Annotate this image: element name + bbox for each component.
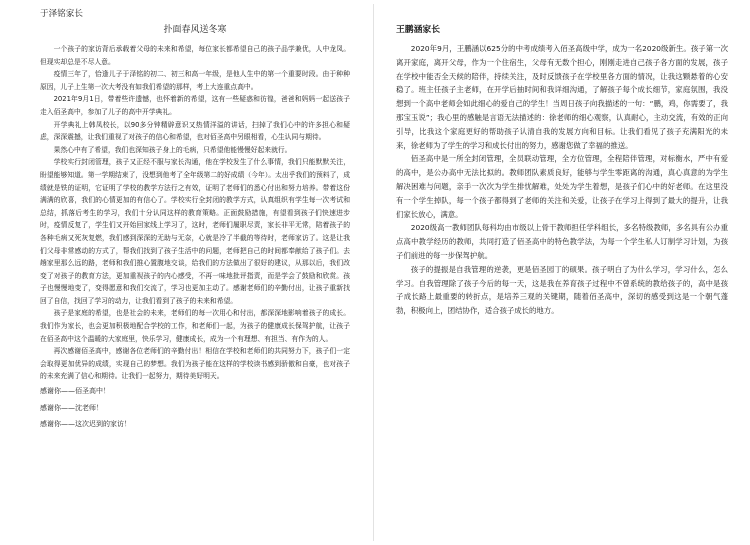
left-paragraph-4: 开学典礼上韩凤校长，以90多分钟精辟意识又热情洋溢的讲话，扫掉了我们心中的许多担心和疑虑，深深震撼，让我们重视了对孩子的信心和希望，也对佰圣高中另眼相看，心生认同与期待。: [40, 120, 350, 142]
author-name: 于泽铭家长: [40, 9, 83, 19]
right-paragraph-1: 2020年9月，王鹏涵以625分的中考成绩考入佰圣高级中学，成为一名2020级新生。孩子第一次离开家庭，离开父母，作为一个住宿生，父母有无数个担心，刚刚走进自己孩子各方面的发展，孩子在学校中能否全天候的陪伴，持续关注，及时反馈孩子在学校里各方面的情况，让我这颗悬着的心安稳了。班主任孩子主老师，在开学后抽时间和我详细沟通，了解孩子每个成长细节，家庭氛围，我没想到一个高中老师会如此细心的爱自己的学生！当周日孩子向我描述的一句：“鹏，鸡，你需要了，我那宝玉说”；我心里的感触是言语无法描述的：徐老师的细心观察，认真耐心，主动交流，有效的正向引导，比我这个家庭更好的帮助孩子认清自我的发展方向和目标。让我们看见了孩子充满阳光的未来，徐老师为了学生的学习和成长付出的努力，感谢您做了幸福的推送。: [396, 44, 728, 150]
closing-line-2: 感谢你——沈老师！: [40, 403, 103, 412]
left-paragraph-2: 疫情三年了，恰逢儿子于泽铭的初二、初三和高一年级，是他人生中的第一个重要时段。由于种种原因，儿子上生第一次大考没有如我们希望的那样，考上大连重点高中。: [40, 70, 350, 91]
left-paragraph-5: 果然心中有了希望，我们也深知孩子身上的毛病，只希望他能慢慢好起来就行。: [53, 145, 292, 154]
left-paragraph-6: 学校实行封闭管理，孩子又正经不服与家长沟通，他在学校发生了什么事情，我们只能默默关注，盼望能够知道。第一学期结束了，没想到他考了全年级第二的好成绩（今年）。太出乎我们的预料了，成绩就是铁的证明，它证明了学校的教学方法行之有效，证明了老师们的悉心付出和努力培养。带着这份满满的欣喜，我们的心情更加的有信心了。学校实行全封闭的教学方式，认真组织有学生每一次考试和总结，抓落后考生的学习，我们十分认同这样的教育策略。正面鼓励措施，有望看到孩子们快速进步时，疫情反复了，学生们又开始回家线上学习了，这时，老师们履职尽责，家长非平无常，陪着孩子的各种毛病又死灰复燃，我们感到深深的无助与无奈，心就是冷了半截的等待时，老师家访了。这是让我们父母非常感动的方式了，帮我们找到了孩子生活中的问题，老师把自己的时间都奉献给了孩子们。去趟家里那么远的路，老师和我们推心置腹地交谈，给我们的方法做出了很好的建议，从那以后，我们改变了对孩子的教育方法，更加重视孩子的内心感受，不再一味地批评指责，而是学会了鼓励和欣赏。孩子也慢慢地变了，变得愿意和我们交流了，学习也更加主动了。感谢老师们的辛勤付出，让孩子重新找回了自信，找回了学习的动力，让我们看到了孩子的未来和希望。: [40, 158, 350, 305]
left-paragraph-3: 2021年9月1日，带着些许遗憾，也怀着新的希望，这有一些疑惑和彷徨，爸爸和妈妈一起送孩子走入佰圣高中，参加了儿子的高中开学典礼。: [40, 95, 350, 116]
closing-line-1: 感谢你——佰圣高中！: [40, 387, 110, 396]
section-heading: 王鹏涵家长: [396, 25, 440, 35]
left-paragraph-7: 孩子是家庭的希望，也是社会的未来，老师们的每一次用心和付出，都深深地影响着孩子的成长。我们作为家长，也会更加积极地配合学校的工作，和老师们一起，为孩子的健康成长保驾护航，让孩子在佰圣高中这个温暖的大家庭里，快乐学习，健康成长，成为一个有理想、有担当、有作为的人。: [40, 309, 350, 343]
left-page: [0, 0, 372, 545]
right-paragraph-3: 2020级高一教师团队每科均由市级以上骨干教师担任学科组长，多名特级教师，多名具有公办重点高中教学经历的教师，共同打造了佰圣高中的特色教学法，为每一个学生私人订制学习计划，为孩子们前进的每一步保驾护航。: [396, 223, 728, 260]
right-paragraph-2: 佰圣高中是一所全封闭管理，全员联动管理，全方位管理，全程陪伴管理，对标衡水，严中有爱的高中，是公办高中无法比拟的。教师团队素质良好，能够与学生零距离的沟通，真心真意的为学生解决困难与问题，亲手一次次为学生排忧解难，处处为学生着想，是孩子们心中的好老师。在这里没有一个学生掉队，每一个孩子都得到了老师的关注和关爱，让孩子在学习上得到了最大的提升，让我们家长放心，满意。: [396, 154, 728, 219]
right-paragraph-4: 孩子的提振是自我管理的逆袭，更是佰圣园丁的硕果。孩子明白了为什么学习，学习什么，怎么学习。自我管理除了孩子今后的每一天，这是我在养育孩子过程中不曾系统的教给孩子的，高中是孩子成长路上最重要的转折点，是培养三观的关键期，随着佰圣高中，深切的感受到这是一个朝气蓬勃，积极向上，团结协作，适合孩子成长的地方。: [396, 264, 728, 316]
left-paragraph-8: 再次感谢佰圣高中，感谢各位老师们的辛勤付出！相信在学校和老师们的共同努力下，孩子们一定会取得更加优异的成绩，实现自己的梦想。我们为孩子能在这样的学校读书感到骄傲和自豪，也对孩子的未来充满了信心和期待。让我们一起努力，期待美好明天。: [40, 347, 350, 381]
left-paragraph-1: 一个孩子的家访背后承载着父母的未来和希望，每位家长都希望自己的孩子品学兼优，人中龙凤。但现实却总是不尽人意。: [40, 45, 350, 66]
right-page: [378, 0, 750, 545]
closing-line-3: 感谢你——这次迟到的家访！: [40, 420, 131, 429]
page-divider: [373, 4, 374, 541]
essay-title: 扑面春风送冬寒: [163, 25, 227, 35]
